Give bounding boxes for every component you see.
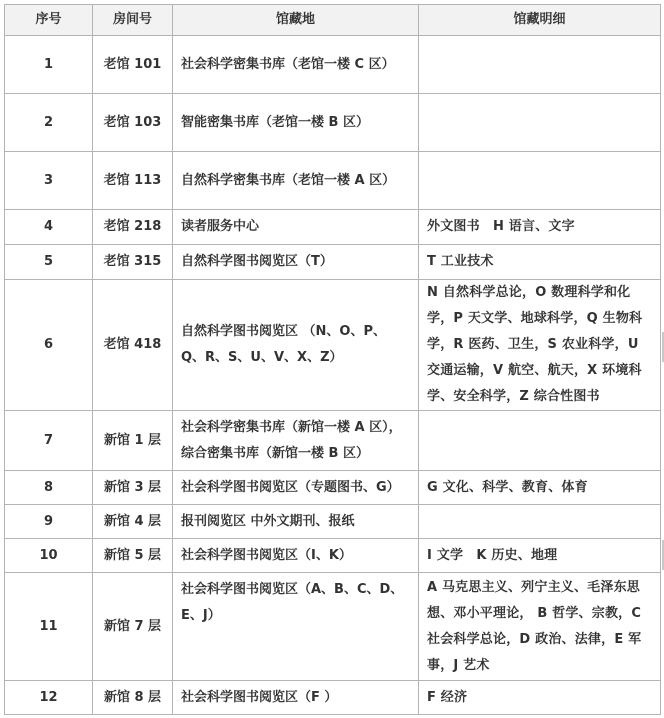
row-details: I 文学 K 历史、地理 <box>419 539 661 573</box>
table-row <box>5 152 661 210</box>
row-room: 新馆 3 层 <box>93 471 173 505</box>
row-details: N 自然科学总论，O 数理科学和化学，P 天文学、地球科学，Q 生物科学，R 医药、卫生，S 农业科学，U 交通运输，V 航空、航天，X 环境科学、安全科学，Z 综合性图书 <box>419 280 661 411</box>
row-room: 老馆 113 <box>93 152 173 210</box>
table-row <box>5 280 661 411</box>
table-row <box>5 36 661 94</box>
row-details <box>419 94 661 152</box>
row-room: 老馆 418 <box>93 280 173 411</box>
row-seq: 4 <box>5 210 93 245</box>
header-details: 馆藏明细 <box>419 5 661 36</box>
row-details: T 工业技术 <box>419 245 661 280</box>
table-row <box>5 94 661 152</box>
table-row <box>5 681 661 715</box>
row-location: 社会科学密集书库（新馆一楼 A 区），综合密集书库（新馆一楼 B 区） <box>173 411 419 471</box>
row-details: F 经济 <box>419 681 661 715</box>
row-location: 报刊阅览区 中外文期刊、报纸 <box>173 505 419 539</box>
table-row <box>5 210 661 245</box>
row-room: 老馆 103 <box>93 94 173 152</box>
row-seq: 5 <box>5 245 93 280</box>
row-location: 社会科学图书阅览区（A、B、C、D、E、J） <box>173 573 419 681</box>
row-location: 自然科学图书阅览区 （N、O、P、Q、R、S、U、V、X、Z） <box>173 280 419 411</box>
row-room: 老馆 218 <box>93 210 173 245</box>
row-seq: 7 <box>5 411 93 471</box>
row-location: 智能密集书库（老馆一楼 B 区） <box>173 94 419 152</box>
row-details: G 文化、科学、教育、体育 <box>419 471 661 505</box>
row-details: A 马克思主义、列宁主义、毛泽东思想、邓小平理论， B 哲学、宗教，C 社会科学总论，D 政治、法律，E 军事，J 艺术 <box>419 573 661 681</box>
row-room: 老馆 101 <box>93 36 173 94</box>
row-seq: 2 <box>5 94 93 152</box>
table-row <box>5 573 661 681</box>
header-room: 房间号 <box>93 5 173 36</box>
row-seq: 12 <box>5 681 93 715</box>
row-seq: 6 <box>5 280 93 411</box>
table-row <box>5 411 661 471</box>
row-seq: 3 <box>5 152 93 210</box>
row-room: 新馆 5 层 <box>93 539 173 573</box>
row-details: 外文图书 H 语言、文字 <box>419 210 661 245</box>
row-location: 社会科学图书阅览区（专题图书、G） <box>173 471 419 505</box>
header-seq: 序号 <box>5 5 93 36</box>
row-details <box>419 152 661 210</box>
row-room: 老馆 315 <box>93 245 173 280</box>
row-details <box>419 411 661 471</box>
row-seq: 11 <box>5 573 93 681</box>
row-location: 自然科学密集书库（老馆一楼 A 区） <box>173 152 419 210</box>
row-location: 社会科学图书阅览区（F ） <box>173 681 419 715</box>
row-details <box>419 505 661 539</box>
row-seq: 8 <box>5 471 93 505</box>
row-location: 读者服务中心 <box>173 210 419 245</box>
table-row <box>5 505 661 539</box>
row-room: 新馆 8 层 <box>93 681 173 715</box>
row-seq: 9 <box>5 505 93 539</box>
table-row <box>5 539 661 573</box>
row-seq: 10 <box>5 539 93 573</box>
row-room: 新馆 7 层 <box>93 573 173 681</box>
header-location: 馆藏地 <box>173 5 419 36</box>
collection-table <box>4 4 661 715</box>
header-row <box>5 5 661 36</box>
row-details <box>419 36 661 94</box>
table-row <box>5 471 661 505</box>
row-location: 自然科学图书阅览区（T） <box>173 245 419 280</box>
row-location: 社会科学密集书库（老馆一楼 C 区） <box>173 36 419 94</box>
table-row <box>5 245 661 280</box>
row-location: 社会科学图书阅览区（I、K） <box>173 539 419 573</box>
row-room: 新馆 4 层 <box>93 505 173 539</box>
row-seq: 1 <box>5 36 93 94</box>
row-room: 新馆 1 层 <box>93 411 173 471</box>
